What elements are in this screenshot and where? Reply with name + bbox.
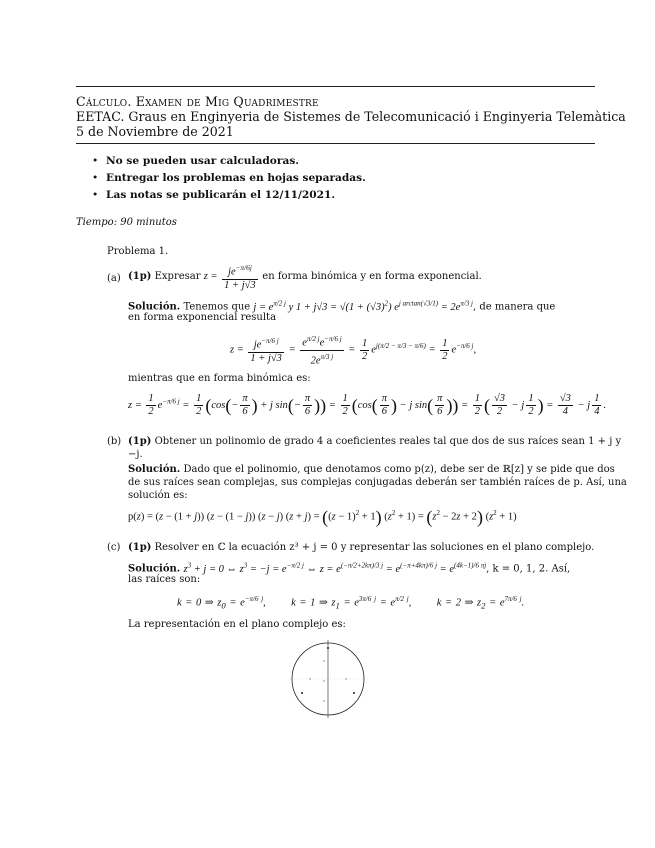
part-b-points: (1p)	[128, 436, 152, 447]
part-b-polynomial: p(z) = (z − (1 + j)) (z − (1 − j)) (z − j) $(z + j) = ((z - 1)^2 + 1)$ $(z^2 + 1) = (z^2 - 2z + 2) (z^2 + 1)$	[128, 507, 517, 528]
part-a-label: (a)	[107, 273, 121, 284]
exam-date: 5 de Noviembre de 2021	[76, 124, 234, 139]
part-a-solution-label: Solución.	[128, 301, 181, 313]
part-a-statement	[128, 262, 482, 292]
part-b-solution-2: de sus raíces sean complejas, sus complejas conjugadas deberán ser también raíces de p. Así, una	[128, 477, 627, 488]
part-b-label: (b)	[107, 436, 122, 447]
rule-item: • Entregar los problemas en hojas separadas.	[92, 170, 366, 187]
axis-tick	[323, 700, 324, 701]
part-c-solution-label: Solución.	[128, 563, 181, 575]
part-c-statement: Resolver en ℂ la ecuación z³ + j = 0 y representar las soluciones en el plano complejo.	[154, 542, 595, 553]
part-b-statement-2: −j.	[128, 449, 143, 460]
complex-plane-figure	[286, 637, 370, 721]
part-c-solution-derivation: $z^3 + j = 0$ ⇔ $z^3 = -j = e^{-\pi/2 j}$ ⇔ $z = e^{(-\pi/2+2k\pi)/3 j} = e^{(-\pi+4k\pi)/6 j} = e^{(4k-1)/6 \pi j}$	[183, 561, 487, 575]
axis-tick	[345, 678, 346, 679]
exam-title: Cálculo. Examen de Mig Quadrimestre	[76, 94, 319, 109]
time-limit: Tiempo: 90 minutos	[76, 217, 177, 228]
root-z2-marker	[301, 692, 303, 694]
part-a-solution-text4: mientras que en forma binómica es:	[128, 373, 311, 384]
part-b-solution-1: Dado que el polinomio, que denotamos como p(z), debe ser de ℝ[z] y se pide que dos	[183, 464, 615, 475]
part-c-points: (1p)	[128, 542, 152, 553]
part-a-polar-forms: $j = e^{\pi/2 j}$ y $1 + j√3 = √(1 + (√3)^2)$ $e^{j arctan(√3/1)} = 2e^{\pi/3 j}$	[253, 299, 473, 313]
part-a-statement-pre: Expresar	[154, 271, 201, 283]
part-b-statement-line1	[128, 435, 621, 448]
rule-item: • No se pueden usar calculadoras.	[92, 153, 366, 170]
exam-rules-list	[92, 153, 366, 204]
axis-tick	[323, 680, 324, 681]
part-a-exponential-form: z = $\frac{je^{-\pi/6 j}}{1 + j√3}$ = $\frac{e^{\pi/2 j}e^{-\pi/6 j}}{2e^{\pi/3 j}}$ = $\frac{1}{2}$ $e^{j(\pi/2 - \pi/3 - \pi/6)}$ = $\frac{1}{2}$ $e^{-\pi/6 j}$,	[230, 335, 477, 366]
root-z1-marker	[327, 647, 329, 649]
part-c-solution-2: las raíces son:	[128, 574, 201, 585]
part-c-roots: k = 0 ⇒ $z_0 = e^{-\pi/6 j}$, k = 1 ⇒ $z_1 = e^{3\pi/6 j} = e^{\pi/2 j}$, k = 2 ⇒ $z_2 = e^{7\pi/6 j}$.	[177, 595, 525, 611]
axis-tick	[323, 660, 324, 661]
part-b-solution-3: solución es:	[128, 490, 188, 501]
part-b-solution-label: Solución.	[128, 464, 181, 475]
degree-line: EETAC. Graus en Enginyeria de Sistemes de Telecomunicació i Enginyeria Telemàtica	[76, 109, 626, 124]
part-a-solution-text3: en forma exponencial resulta	[128, 312, 277, 323]
header-bottom-rule	[76, 143, 595, 144]
part-a-points: (1p)	[128, 271, 152, 283]
part-c-solution-tail: , k = 0, 1, 2. Así,	[486, 563, 571, 575]
part-c-plane-text: La representación en el plano complejo es:	[128, 619, 346, 630]
part-a-solution-text1: Tenemos que	[183, 301, 251, 313]
part-a-binomial-form: z = $\frac{1}{2}$ $e^{-\pi/6 j}$ = $\frac{1}{2}$ (cos(− $\frac{\pi}{6}$ ) + j sin(− $\frac{\pi}{6}$ )) = $\frac{1}{2}$ (cos( $\frac{\pi}{6}$ ) − j sin( $\frac{\pi}{6}$ )) = $\frac{1}{2}$ ( $\frac{√3}{2}$ − j $\frac{1}{2}$ ) = $\frac{√3}{4}$ − j $\frac{1}{4}$ .	[128, 393, 607, 417]
problem-title: Problema 1.	[107, 246, 169, 257]
part-c-label: (c)	[107, 542, 121, 553]
part-b-solution-line1	[128, 463, 615, 476]
rule-item: • Las notas se publicarán el 12/11/2021.	[92, 187, 366, 204]
part-c-statement-line	[128, 541, 594, 554]
part-a-solution-text2: , de manera que	[472, 301, 556, 313]
top-rule	[76, 86, 595, 87]
part-a-statement-post: en forma binómica y en forma exponencial.	[262, 271, 482, 283]
part-b-statement-1: Obtener un polinomio de grado 4 a coeficientes reales tal que dos de sus raíces sean 1 + j y	[154, 436, 622, 447]
axis-tick	[309, 678, 310, 679]
root-z0-marker	[353, 692, 355, 694]
part-a-expression: z = $\frac{je^{-\pi/6j}}{1 + j√3}$	[203, 263, 256, 291]
